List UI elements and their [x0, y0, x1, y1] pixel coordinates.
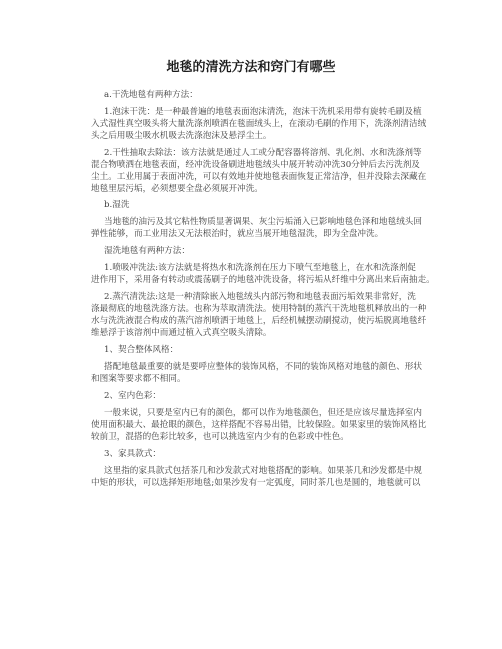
text-line: 1、契合整体风格： [104, 345, 179, 355]
text-line: 弹性能够，而工业用法又无法根治时，就应当展开地毯湿洗，即为全盘冲洗。 [91, 229, 384, 239]
text-line: 2、室内色彩： [104, 391, 162, 401]
text-line: 1.喷吸冲洗法:该方法就是将热水和洗涤剂在压力下喷气至地毯上，在水和洗涤剂促 [104, 263, 416, 273]
text-line: 3、家具款式： [104, 449, 162, 459]
text-line: 尘土。工业用属于表面冲洗，可以有效地并使地毯表面恢复正常洁净，但并没除去深藏在 [91, 172, 427, 182]
text-line: 进作用下，采用备有转动或震荡刷子的地毯冲洗设备，将污垢从纤维中分离出来后南抽走。 [91, 275, 435, 285]
text-line: b.湿洗 [104, 200, 130, 210]
text-line: 2.干性抽取去除法：该方法就是通过人工或分配容器将溶剂、乳化剂、水和洗涤剂等 [104, 148, 422, 158]
text-line: 搭配地毯最重要的就是要呼应整体的装饰风格，不同的装饰风格对地毯的颜色、形状 [104, 362, 422, 372]
text-line: 和图案等要求都不相同。 [91, 374, 186, 384]
text-line: 水与洗洗液混合构成的蒸汽溶剂喷洒于地毯上，后经机械摆动刷搅动，使污垢脱离地毯纤 [91, 316, 427, 326]
text-line: 地毯里层污垢，必须想要全盘必须展开冲洗。 [91, 184, 263, 194]
text-line: 湿洗地毯有两种方法： [104, 246, 190, 256]
text-line: 较前卫，混搭的色彩比较多，也可以挑选室内少有的色彩或中性色。 [91, 432, 349, 442]
text-line: 头之后用吸尘吸水机吸去洗涤泡沫及悬浮尘土。 [91, 131, 272, 141]
document-title: 地毯的清洗方法和窍门有哪些 [166, 60, 336, 75]
text-line: 中矩的形状，可以选择矩形地毯;如果沙发有一定弧度，同时茶几也是圆的，地毯就可以 [91, 478, 421, 488]
text-line: 当地毯的油污及其它粘性物质显著调果、灰尘污垢涌入已影响地毯色泽和地毯绒头回 [104, 217, 422, 227]
text-line: 维悬浮于该溶剂中而通过植入式真空吸头清除。 [91, 328, 272, 338]
text-line: 一般来说，只要是室内已有的颜色，都可以作为地毯颜色，但还是应该尽量选择室内 [104, 408, 422, 418]
text-line: 2.蒸汽清洗法:这是一种清除嵌入地毯绒头内部污物和地毯表面污垢效果非常好，洗 [104, 292, 416, 302]
text-line: 这里指的家具款式包括茶几和沙发款式对地毯搭配的影响。如果茶几和沙发都是中规 [104, 466, 422, 476]
text-line: a.干洗地毯有两种方法： [104, 90, 198, 100]
text-line: 使用面积最大、最抢眼的颜色，这样搭配不容易出错，比较保险。如果家里的装饰风格比 [91, 420, 427, 430]
text-line: 混合物喷洒在地毯表面，经冲洗设备刷进地毯绒头中展开转动冲洗30分钟后去污洗剂及 [91, 160, 420, 170]
text-line: 1.泡沫干洗：是一种最普遍的地毯表面泡沫清洗，泡沫干洗机采用带有旋转毛刷及植 [104, 107, 422, 117]
text-line: 涤最彻底的地毯洗涤方法。也称为萃取清洗法。使用特制的蒸汽干洗地毯机释放出的一种 [91, 304, 427, 314]
text-line: 入式湿性真空吸头将大量洗涤剂喷洒在毯面绒头上，在滚动毛刷的作用下，洗涤剂清洁绒 [91, 119, 427, 129]
